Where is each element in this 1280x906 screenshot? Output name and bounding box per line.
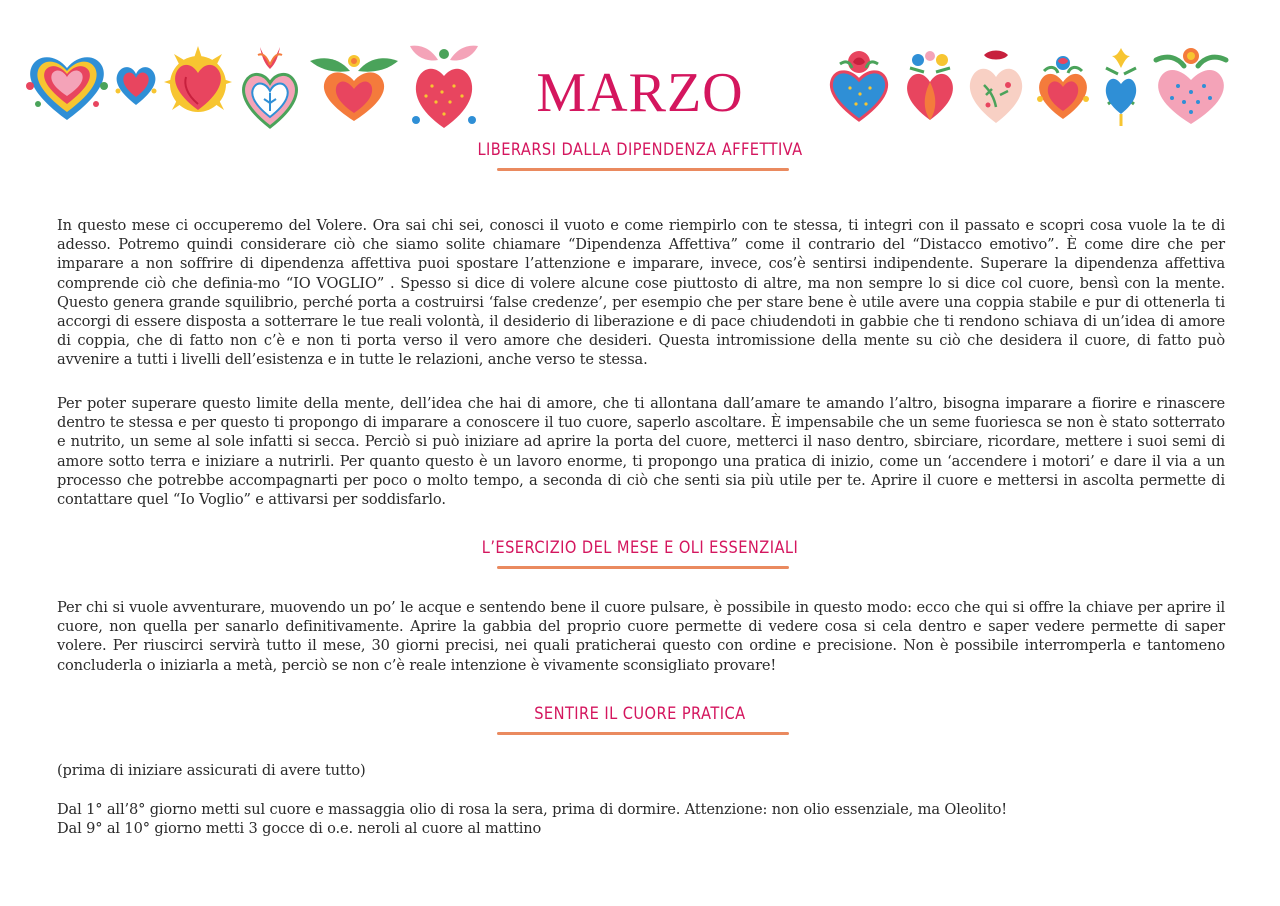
sacred-heart-rose-icon — [822, 48, 896, 124]
decorative-hearts-right — [822, 36, 1238, 136]
paragraph-esercizio: Per chi si vuole avventurare, muovendo un po’ le acque e sentendo bene il cuore pulsare, è possibile in questo modo: ecco che qui si offre la chiave per aprire il cuore, non quella per sanarlo definitivamente. Aprire la gabbia del proprio cuore permette di vedere cosa si cela dentro e saper vedere permette di saper volere. Per riuscirci servirà tutto il mese, 30 giorni precisi, nei quali praticherai questo con ordine e precisione. Non è possibile interromperla e tantomeno concluderla o iniziarla a metà, perciò se non c’è reale intenzione è vivamente sconsigliato provare! — [57, 599, 1225, 674]
sacred-heart-dotted-icon — [1148, 44, 1234, 128]
section-heading-label: SENTIRE IL CUORE PRATICA — [534, 704, 746, 724]
sacred-heart-flowers-icon — [900, 48, 960, 124]
heading-underline — [497, 168, 789, 171]
section-heading-esercizio — [0, 538, 1280, 558]
sacred-heart-bouquet-icon — [1032, 49, 1094, 123]
sacred-heart-blue-icon — [1098, 44, 1144, 128]
heading-underline — [497, 566, 789, 569]
paragraph-superare: Per poter superare questo limite della mente, dell’idea che hai di amore, che ti allontana dall’amare te amando l’altro, bisogna imparare a fiorire e rinascere dentro te stessa e per questo ti propongo di imparare a conoscere il tuo cuore, saperlo ascoltare. È impensabile che un seme fuoriesca se non è stato sotterrato e nutrito, un seme al sole infatti si secca. Perciò si può iniziare ad aprire la porta del cuore, metterci il naso dentro, sbirciare, ricordare, mettere i suoi semi di amore sotto terra e iniziare a nutrirli. Per quanto questo è un lavoro enorme, ti propongo una pratica di inizio, come un ‘accendere i motori’ e dare il via a un processo che potrebbe accompagnarti per poco o molto tempo, a seconda di ciò che senti sia più utile per te. Aprire il cuore e mettersi in ascolta permette di contattare quel “Io Voglio” e attivarsi per soddisfarlo. — [57, 395, 1225, 509]
section-heading-pratica — [0, 704, 1280, 724]
section-heading-label: LIBERARSI DALLA DIPENDENZA AFFETTIVA — [477, 140, 803, 160]
pratica-step-1: Dal 1° all’8° giorno metti sul cuore e massaggia olio di rosa la sera, prima di dormire. Attenzione: non olio essenziale, ma Oleolito! — [57, 801, 1007, 818]
heading-underline — [497, 732, 789, 735]
pratica-step-2: Dal 9° al 10° giorno metti 3 gocce di o.e. neroli al cuore al mattino — [57, 820, 542, 837]
page-title: MARZO — [536, 62, 744, 124]
paragraph-intro: In questo mese ci occuperemo del Volere. Ora sai chi sei, conosci il vuoto e come riempirlo con te stessa, ti integri con il passato e scopri cosa vuole la te di adesso. Potremo quindi considerare ciò che siamo solite chiamare “Dipendenza Affettiva” come il contrario del “Distacco emotivo”. È come dire che per imparare a non soffrire di dipendenza affettiva puoi spostare l’attenzione e imparare, invece, cos’è sentirsi indipendente. Superare la dipendenza affettiva comprende ciò che definia-mo “IO VOGLIO” . Spesso si dice di volere alcune cose piuttosto di altre, ma non sempre lo si dice col cuore, bensì con la mente. Questo genera grande squilibrio, perché porta a costruirsi ‘false credenze’, per esempio che per stare bene è utile avere una coppia stabile e pur di ottenerla ti accorgi di essere disposta a sotterrare le tue reali volontà, il desiderio di liberazione e di pace chiudendoti in gabbie che ti rendono schiava di un’idea di amore di coppia, che di fatto non c’è e non ti porta verso il vero amore che desideri. Questa intromissione della mente su ciò che desidera il cuore, di fatto può avvenire a tutti i livelli dell’esistenza e in tutte le relazioni, anche verso te stessa. — [57, 217, 1225, 369]
pratica-note: (prima di iniziare assicurati di avere tutto) — [57, 762, 366, 779]
section-heading-dipendenza — [0, 140, 1280, 160]
sacred-heart-pink-icon — [964, 45, 1028, 127]
section-heading-label: L’ESERCIZIO DEL MESE E OLI ESSENZIALI — [481, 538, 799, 558]
